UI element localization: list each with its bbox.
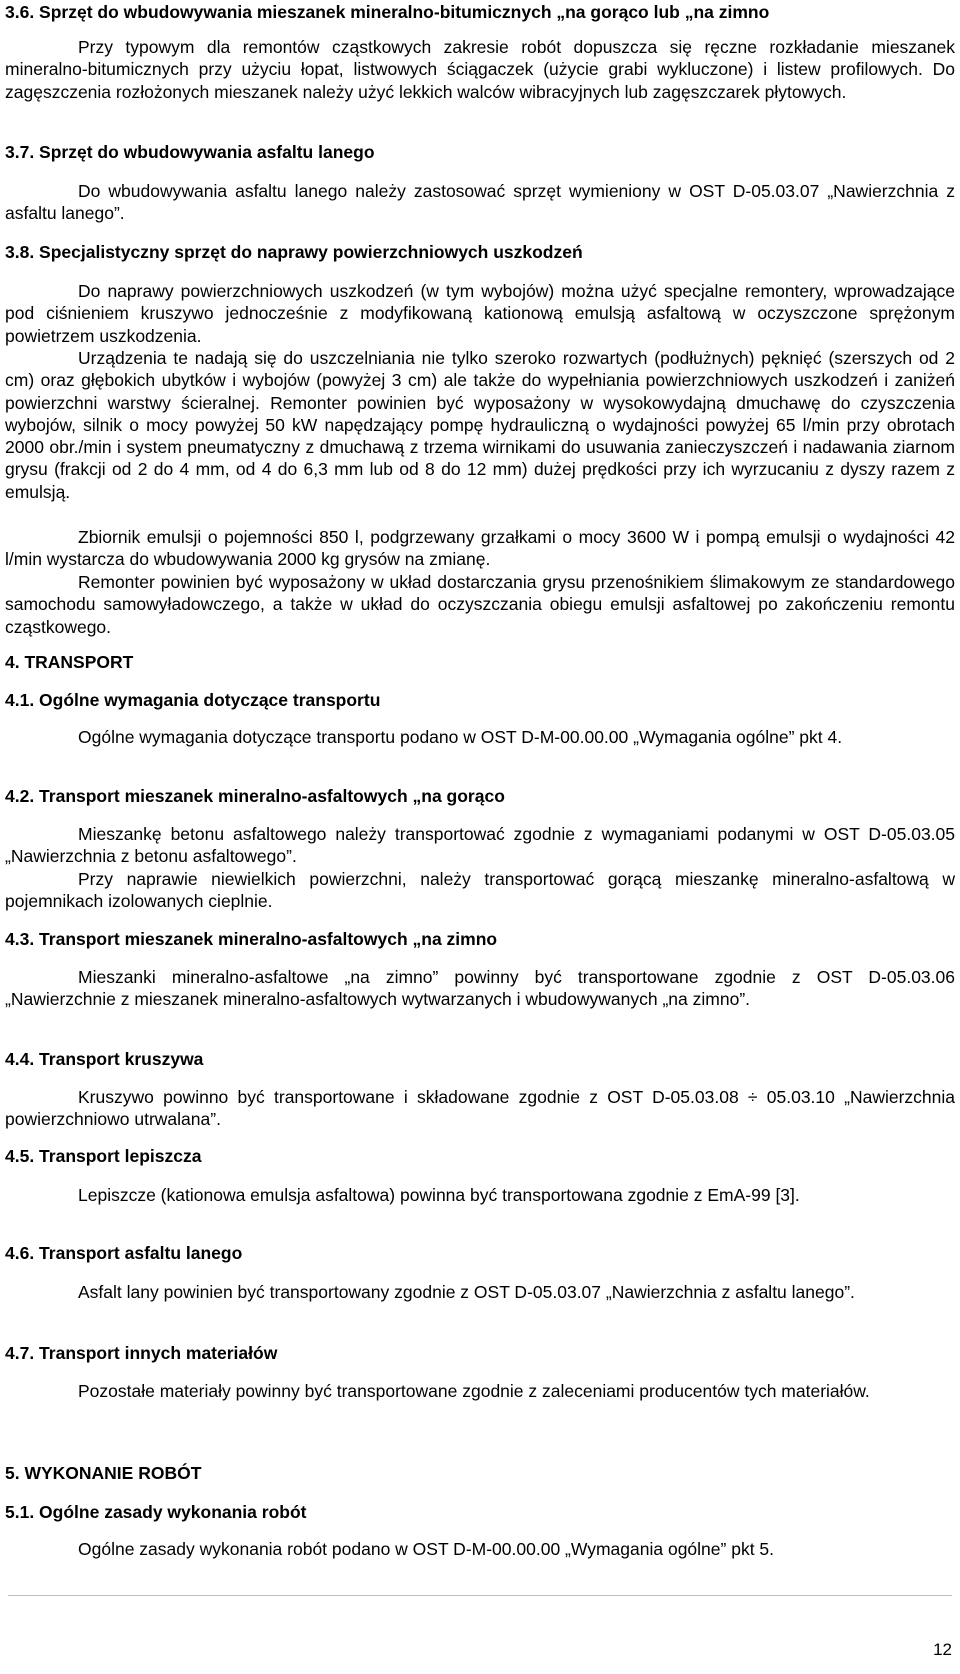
paragraph: Asfalt lany powinien być transportowany zgodnie z OST D-05.03.07 „Nawierzchnia z asfaltu lanego”. — [78, 1282, 855, 1302]
paragraph: Remonter powinien być wyposażony w układ dostarczania grysu przenośnikiem ślimakowym ze standardowego samochodu samowyładowczego, a także w układ do oczyszczania obiegu emulsji asfaltowej po zakończeniu remontu cząstkowego. — [5, 572, 955, 637]
paragraph: Mieszankę betonu asfaltowego należy transportować zgodnie z wymaganiami podanymi w OST D-05.03.05 „Nawierzchnia z betonu asfaltowego”. — [5, 824, 955, 867]
section-heading-3-8: 3.8. Specjalistyczny sprzęt do naprawy powierzchniowych uszkodzeń — [5, 242, 583, 262]
paragraph: Pozostałe materiały powinny być transportowane zgodnie z zaleceniami producentów tych materiałów. — [78, 1381, 870, 1401]
paragraph: Ogólne wymagania dotyczące transportu podano w OST D-M-00.00.00 „Wymagania ogólne” pkt 4. — [78, 727, 843, 747]
section-heading-4-3: 4.3. Transport mieszanek mineralno-asfaltowych „na zimno — [5, 929, 498, 949]
footer-divider — [8, 1595, 952, 1596]
page-number: 12 — [933, 1640, 952, 1659]
section-heading-5-1: 5.1. Ogólne zasady wykonania robót — [5, 1502, 307, 1522]
section-heading-5: 5. WYKONANIE ROBÓT — [5, 1463, 202, 1483]
section-heading-3-6: 3.6. Sprzęt do wbudowywania mieszanek mineralno-bitumicznych „na gorąco lub „na zimno — [5, 2, 770, 22]
section-heading-4-7: 4.7. Transport innych materiałów — [5, 1343, 278, 1363]
paragraph: Zbiornik emulsji o pojemności 850 l, podgrzewany grzałkami o mocy 3600 W i pompą emulsji o wydajności 42 l/min wystarcza do wbudowywania 2000 kg grysów na zmianę. — [5, 527, 955, 570]
paragraph: Kruszywo powinno być transportowane i składowane zgodnie z OST D-05.03.08 ÷ 05.03.10 „Nawierzchnia powierzchniowo utrwalana”. — [5, 1087, 955, 1130]
paragraph: Urządzenia te nadają się do uszczelniania nie tylko szeroko rozwartych (podłużnych) pęknięć (szerszych od 2 cm) oraz głębokich ubytków i wybojów (powyżej 3 cm) ale także do wypełniania powierzchniowych uszkodzeń i zaniżeń powierzchni warstwy ścieralnej. Remonter powinien być wyposażony w wysokowydajną dmuchawę do czyszczenia wybojów, silnik o mocy powyżej 50 kW napędzający pompę hydrauliczną o wydajności powyżej 65 l/min przy obrotach 2000 obr./min i system pneumatyczny z dmuchawą z trzema wirnikami do usuwania zanieczyszczeń i nadawania ziarnom grysu (frakcji od 2 do 4 mm, od 4 do 6,3 mm lub od 8 do 12 mm) dużej prędkości przy ich wyrzucaniu z dyszy razem z emulsją. — [5, 348, 955, 502]
paragraph: Lepiszcze (kationowa emulsja asfaltowa) powinna być transportowana zgodnie z EmA-99 [3]. — [78, 1185, 800, 1205]
paragraph: Mieszanki mineralno-asfaltowe „na zimno” powinny być transportowane zgodnie z OST D-05.03.06 „Nawierzchnie z mieszanek mineralno-asfaltowych wytwarzanych i wbudowywanych „na zimno”. — [5, 967, 955, 1010]
paragraph: Do wbudowywania asfaltu lanego należy zastosować sprzęt wymieniony w OST D-05.03.07 „Nawierzchnia z asfaltu lanego”. — [5, 181, 955, 224]
section-heading-3-7: 3.7. Sprzęt do wbudowywania asfaltu lanego — [5, 142, 375, 162]
section-heading-4: 4. TRANSPORT — [5, 652, 134, 672]
section-heading-4-1: 4.1. Ogólne wymagania dotyczące transportu — [5, 690, 381, 710]
paragraph: Ogólne zasady wykonania robót podano w OST D-M-00.00.00 „Wymagania ogólne” pkt 5. — [78, 1539, 775, 1559]
paragraph: Przy naprawie niewielkich powierzchni, należy transportować gorącą mieszankę mineralno-asfaltową w pojemnikach izolowanych cieplnie. — [5, 869, 955, 912]
section-heading-4-4: 4.4. Transport kruszywa — [5, 1049, 204, 1069]
section-heading-4-5: 4.5. Transport lepiszcza — [5, 1146, 202, 1166]
section-heading-4-6: 4.6. Transport asfaltu lanego — [5, 1243, 243, 1263]
paragraph: Do naprawy powierzchniowych uszkodzeń (w tym wybojów) można użyć specjalne remontery, wprowadzające pod ciśnieniem kruszywo jednocześnie z modyfikowaną kationową emulsją asfaltową w oczyszczone sprężonym powietrzem uszkodzenia. — [5, 281, 955, 346]
paragraph: Przy typowym dla remontów cząstkowych zakresie robót dopuszcza się ręczne rozkładanie mieszanek mineralno-bitumicznych przy użyciu łopat, listwowych ściągaczek (użycie grabi wykluczone) i listew profilowych. Do zagęszczenia rozłożonych mieszanek należy użyć lekkich walców wibracyjnych lub zagęszczarek płytowych. — [5, 37, 955, 102]
section-heading-4-2: 4.2. Transport mieszanek mineralno-asfaltowych „na gorąco — [5, 786, 505, 806]
